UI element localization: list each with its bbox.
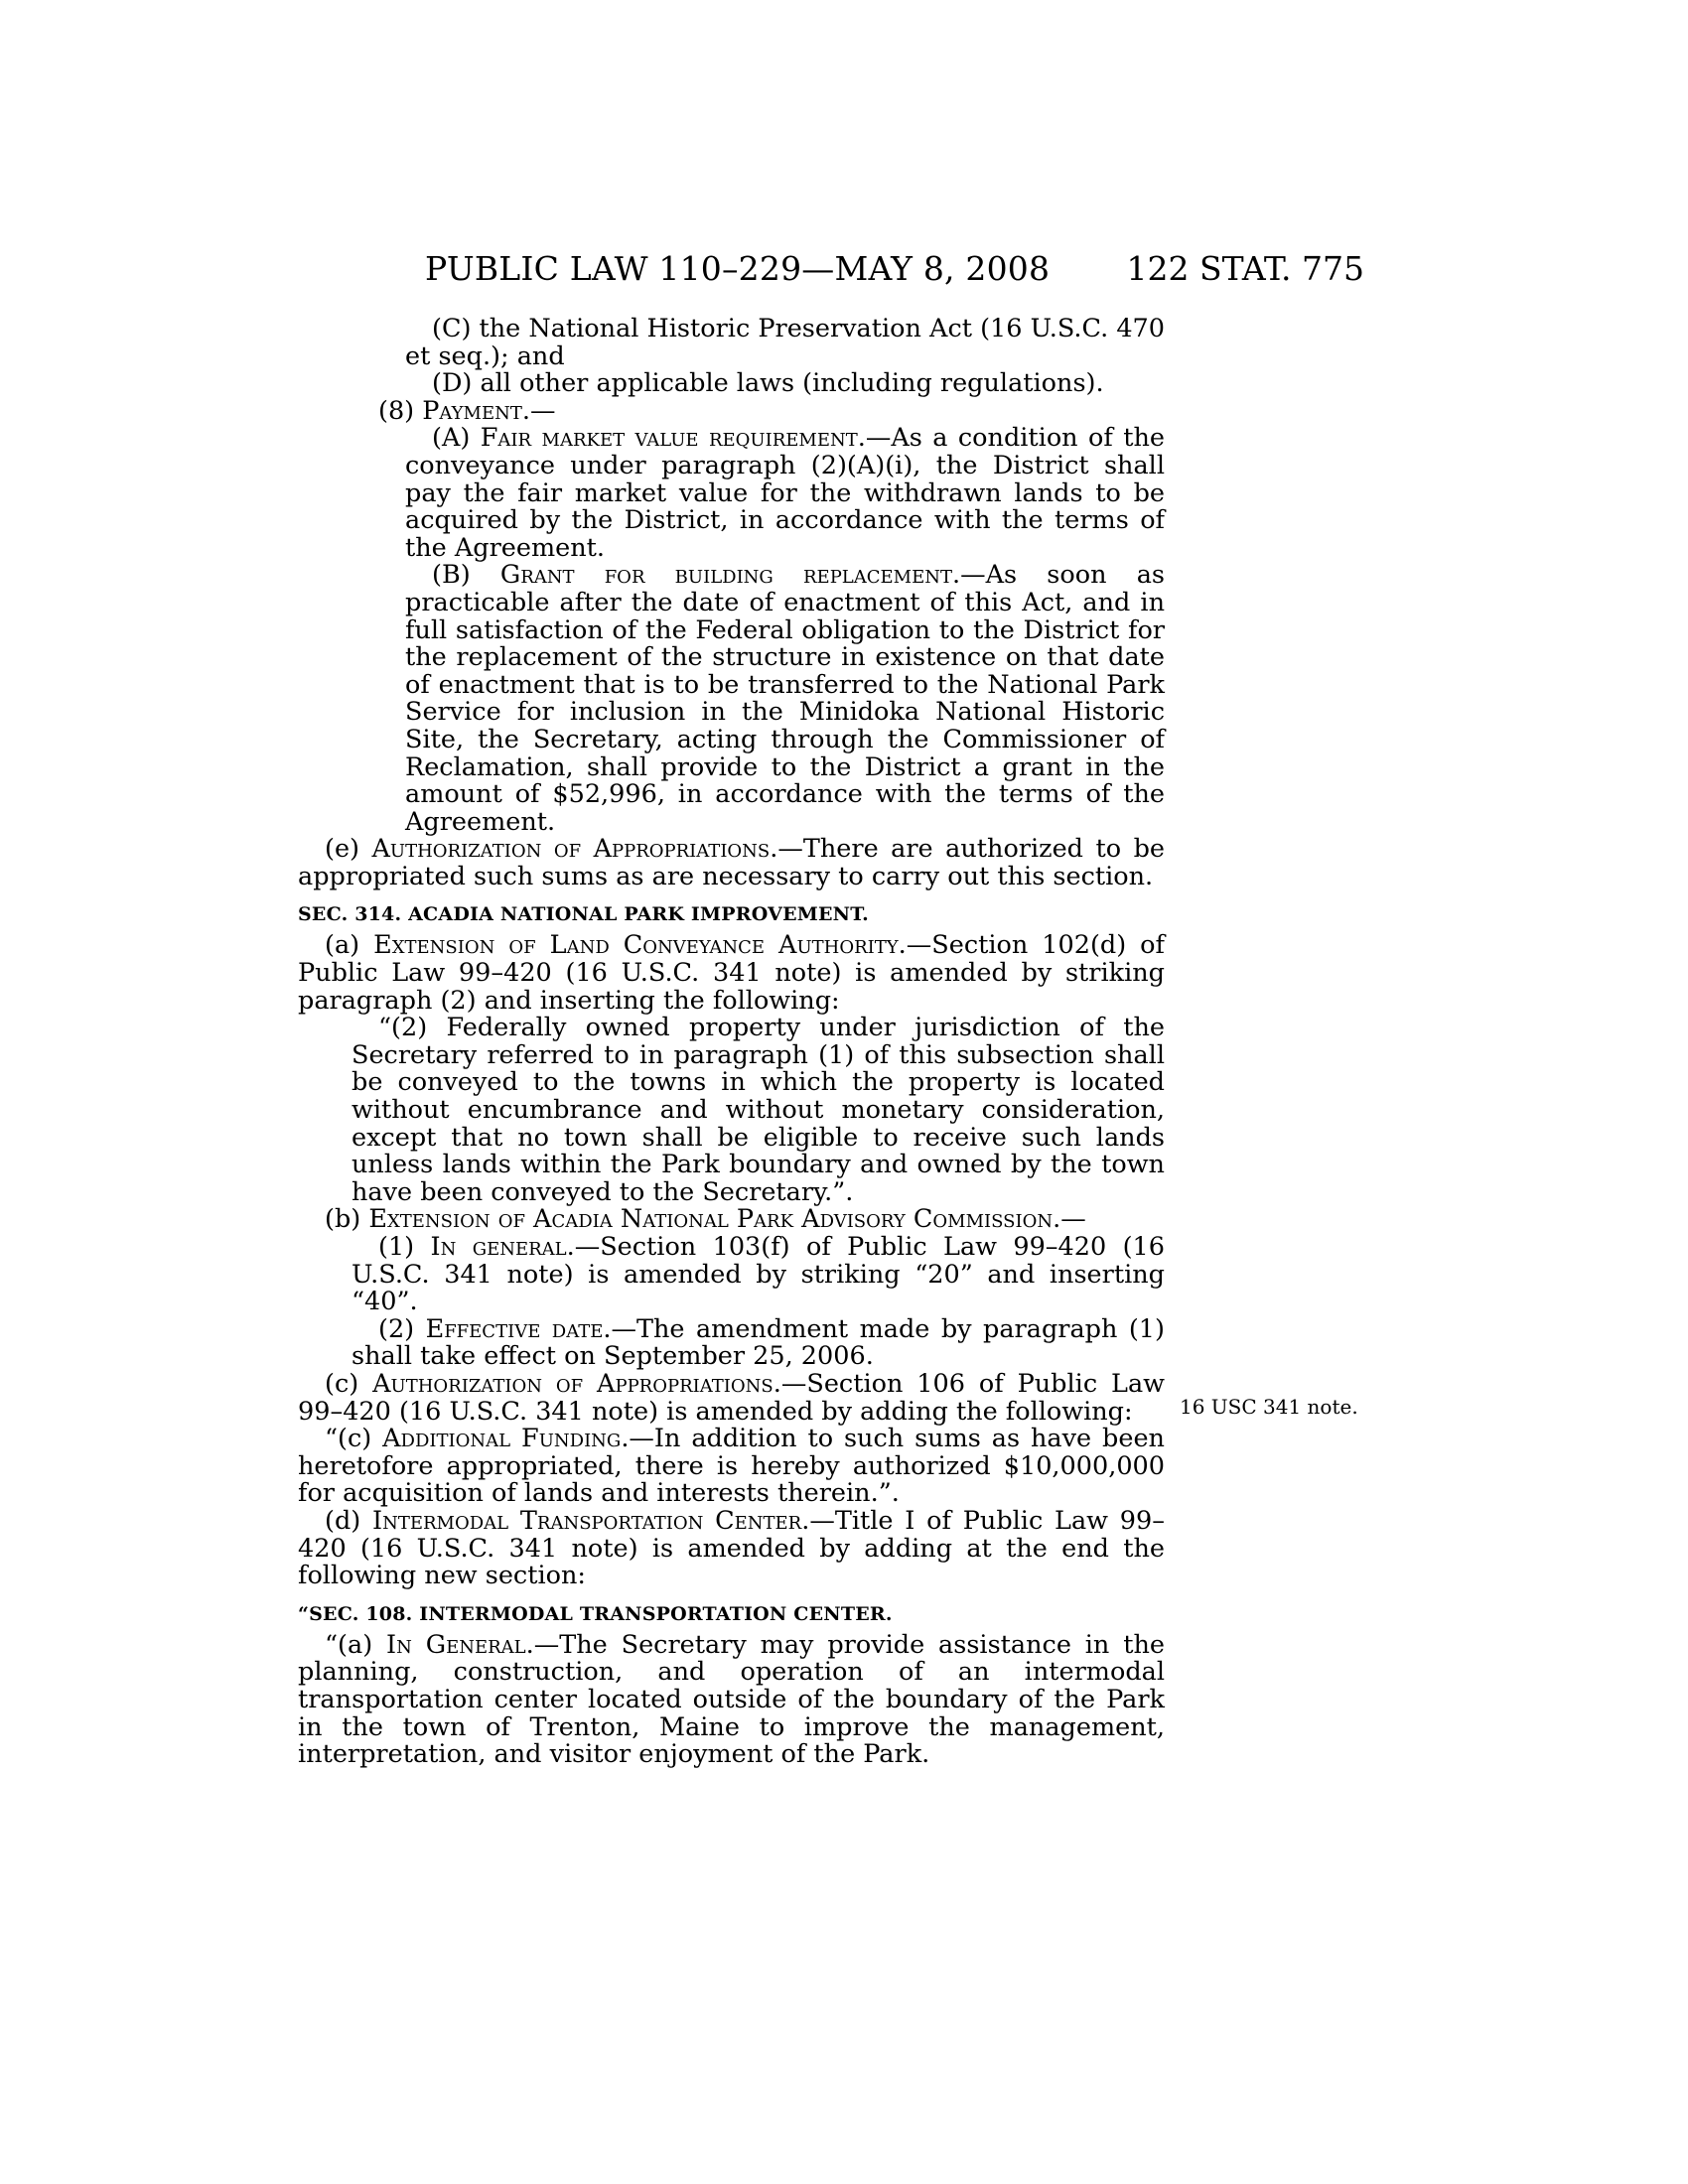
paragraph-d-other-laws: (D) all other applicable laws (including regulations). xyxy=(432,368,1104,399)
para-heading: In General xyxy=(386,1629,526,1660)
para-text: .—As soon as practicable after the date of enactment of this Act, and in full satisfaction of the Federal obligation to the District for the replacement of the structure in existence on that date of enactment that is to be transferred to the National Park Service for inclusion in the Minidoka National Historic Site, the Secretary, acting through the Commissioner of Reclamation, shall provide to the District a grant in the amount of $52,996, in accordance with the terms of the Agreement. xyxy=(405,560,1165,837)
paragraph-a-land-conveyance xyxy=(298,932,1165,1015)
para-heading: Fair market value requirement xyxy=(480,423,858,454)
para-heading: Extension of Land Conveyance Authority xyxy=(373,930,899,961)
page-body xyxy=(298,316,1165,1769)
para-heading: Authorization of Appropriations xyxy=(372,1368,774,1399)
para-text: .— xyxy=(521,395,556,426)
quoted-paragraph-2: “(2) Federally owned property under jurisdiction of the Secretary referred to in paragraph (1) of this subsection shall be conveyed to the towns in which the property is located without encumbrance and without monetary consideration, except that no town shall be eligible to receive such lands unless lands within the Park boundary and owned by the town have been conveyed to the Secretary.”. xyxy=(352,1013,1165,1207)
section-heading-108: “SEC. 108. INTERMODAL TRANSPORTATION CENTER. xyxy=(298,1602,893,1625)
paragraph-c-nhpa: (C) the National Historic Preservation Act (16 U.S.C. 470 et seq.); and xyxy=(405,314,1166,371)
para-text: .—As a condition of the conveyance under paragraph (2)(A)(i), the District shall pay the fair market value for the withdrawn lands to be acquired by the District, in accordance with the terms of the Agreement. xyxy=(405,423,1165,563)
margin-citation-note: 16 USC 341 note. xyxy=(1180,1395,1358,1419)
para-num: (a) xyxy=(325,930,374,961)
para-heading: Grant for building replacement xyxy=(499,560,952,591)
para-text: .—Section 102(d) of Public Law 99–420 (16 U.S.C. 341 note) is amended by striking paragraph (2) and inserting the following: xyxy=(298,930,1165,1016)
para-heading: Intermodal Transportation Center xyxy=(372,1505,802,1536)
para-heading: Effective date xyxy=(425,1313,604,1344)
section-heading-314: SEC. 314. ACADIA NATIONAL PARK IMPROVEMENT. xyxy=(298,903,869,926)
para-heading: Additional Funding xyxy=(382,1424,622,1454)
paragraph-e-appropriations xyxy=(298,836,1165,890)
para-num: (1) xyxy=(378,1232,431,1262)
para-num: (A) xyxy=(432,423,481,454)
paragraph-b-advisory-commission xyxy=(298,1206,1165,1234)
para-num: “(c) xyxy=(325,1424,383,1454)
quoted-paragraph-a-in-general xyxy=(298,1629,1165,1770)
para-text: .—The amendment made by paragraph (1) shall take effect on September 25, 2006. xyxy=(352,1313,1165,1372)
para-num: (2) xyxy=(378,1313,426,1344)
para-heading: In general xyxy=(430,1232,567,1262)
paragraph-d-intermodal xyxy=(298,1505,1166,1591)
running-header-stat: 122 STAT. 775 xyxy=(1126,249,1364,288)
para-heading: Authorization of Appropriations xyxy=(371,834,771,865)
para-text: .—Title I of Public Law 99–420 (16 U.S.C. 341 note) is amended by adding at the end the following new section: xyxy=(298,1505,1166,1591)
paragraph-c-appropriations xyxy=(298,1368,1165,1427)
para-text: .—Section 106 of Public Law 99–420 (16 U.S.C. 341 note) is amended by adding the following: xyxy=(298,1368,1165,1427)
para-text: .—Section 103(f) of Public Law 99–420 (16 U.S.C. 341 note) is amended by striking “20” and inserting “40”. xyxy=(352,1232,1165,1317)
para-num: “(a) xyxy=(325,1629,387,1660)
para-num: (e) xyxy=(325,834,372,865)
para-heading: Extension of Acadia National Park Advisory Commission xyxy=(368,1204,1054,1235)
paragraph-a-fair-market-value xyxy=(298,425,1165,562)
paragraph-2-effective-date xyxy=(298,1313,1165,1372)
quoted-paragraph-c-additional-funding xyxy=(298,1426,1165,1508)
para-text: .—There are authorized to be appropriated such sums as are necessary to carry out this section. xyxy=(298,834,1165,891)
para-num: (c) xyxy=(325,1368,373,1399)
para-num: (B) xyxy=(432,560,500,591)
para-heading: Payment xyxy=(422,395,522,426)
para-text: .—The Secretary may provide assistance in the planning, construction, and operation of an intermodal transportation center located outside of the boundary of the Park in the town of Trenton, Maine to improve the management, interpretation, and visitor enjoyment of the Park. xyxy=(298,1629,1165,1770)
paragraph-1-in-general xyxy=(298,1234,1165,1316)
para-num: (b) xyxy=(325,1204,369,1235)
running-header-title: PUBLIC LAW 110–229—MAY 8, 2008 xyxy=(425,249,1051,288)
para-num: (8) xyxy=(378,395,423,426)
paragraph-b-grant xyxy=(298,562,1165,836)
para-text: .—In addition to such sums as have been heretofore appropriated, there is hereby authorized $10,000,000 for acquisition of lands and interests therein.”. xyxy=(298,1424,1165,1509)
para-num: (d) xyxy=(325,1505,373,1536)
para-text: .— xyxy=(1053,1204,1086,1235)
paragraph-8-payment xyxy=(298,395,1165,426)
